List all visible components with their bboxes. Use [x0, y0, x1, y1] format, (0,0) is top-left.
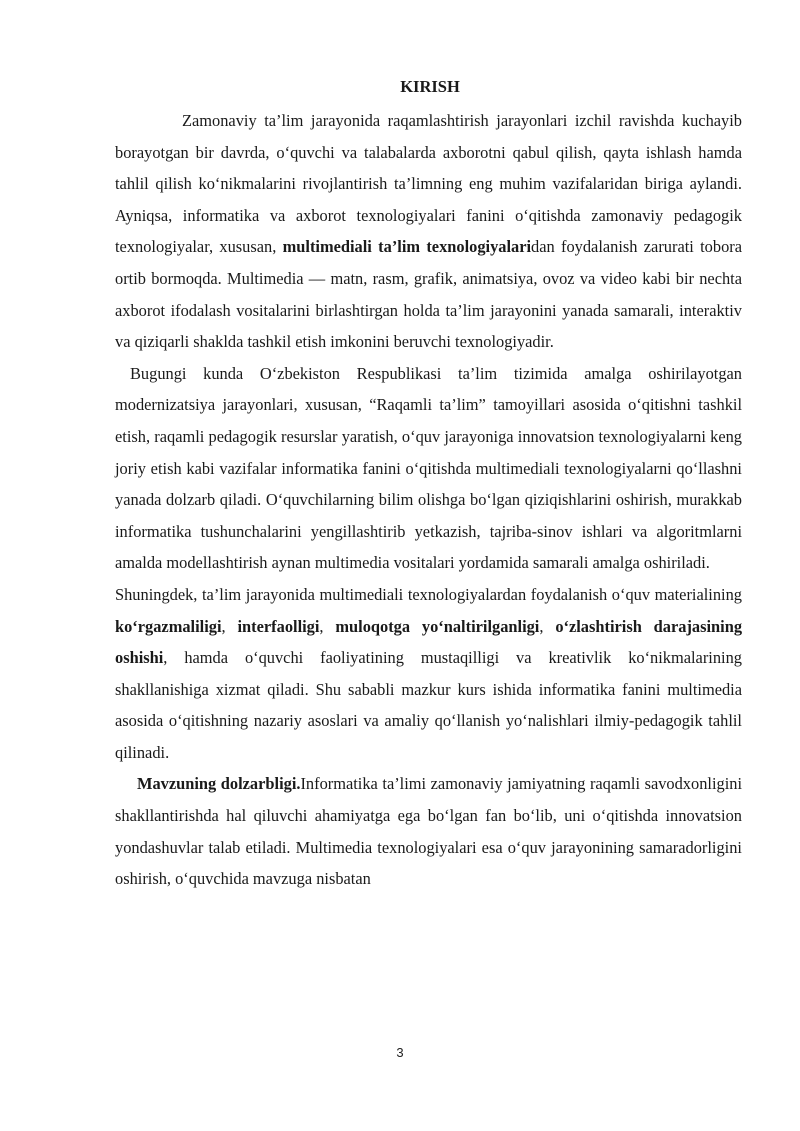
section-title: KIRISH [400, 77, 460, 96]
document-page [115, 74, 742, 895]
paragraph-text: dan foydalanish zarurati tobora ortib bormoqda. Multimedia — matn, rasm, grafik, animatsiya, ovoz va video kabi bir nechta axborot ifodalash vositalarini birlashtirgan holda ta’lim jarayonini yanada samarali, interaktiv va qiziqarli shaklda tashkil etish imkonini beruvchi texnologiyadir. [115, 237, 742, 352]
modernization-paragraph [115, 358, 742, 579]
relevance-paragraph [115, 768, 742, 894]
intro-paragraph [115, 105, 742, 358]
paragraph-text: Zamonaviy ta’lim jarayonida raqamlashtirish jarayonlari izchil ravishda kuchayib borayotgan bir davrda, o‘quvchi va talabalarda axborotni qabul qilish, qayta ishlash hamda tahlil qilish ko‘nikmalarini rivojlantirish ta’limning eng muhim vazifalaridan biriga aylandi. Ayniqsa, informatika va axborot texnologiyalari fanini o‘qitishda zamonaviy pedagogik texnologiyalar, xususan, [115, 111, 742, 257]
separator: , [319, 616, 336, 636]
bold-term: o‘zlashtirish darajasining oshishi [115, 616, 743, 668]
page-number: 3 [396, 1045, 404, 1060]
separator: , [221, 616, 238, 636]
section-heading-inline: Mavzuning dolzarbligi. [137, 774, 301, 794]
bold-term: ko‘rgazmaliligi [115, 616, 222, 636]
bold-term: muloqotga yo‘naltirilganligi [335, 616, 540, 636]
paragraph-text: , hamda o‘quvchi faoliyatining mustaqilligi va kreativlik ko‘nikmalarining shakllanishiga xizmat qiladi. Shu sababli mazkur kurs ishida informatika fanini multimedia asosida o‘qitishning nazariy asoslari va amaliy qo‘llanish yo‘nalishlari ilmiy-pedagogik tahlil qilinadi. [115, 648, 742, 762]
bold-term: interfaolligi [237, 616, 320, 636]
bold-term: multimediali ta’lim texnologiyalari [282, 237, 532, 257]
paragraph-text: Bugungi kunda O‘zbekiston Respublikasi ta’lim tizimida amalga oshirilayotgan modernizatsiya jarayonlari, xususan, “Raqamli ta’lim” tamoyillari asosida o‘qitishni tashkil etish, raqamli pedagogik resurslar yaratish, o‘quv jarayoniga innovatsion texnologiyalarni keng joriy etish kabi vazifalar informatika fanini o‘qitishda multimediali texnologiyalarni qo‘llashni yanada dolzarb qiladi. O‘quvchilarning bilim olishga bo‘lgan qiziqishlarini oshirish, murakkab informatika tushunchalarini yengillashtirib yetkazish, tajriba-sinov ishlari va algoritmlarni amalda modellashtirish aynan multimedia vositalari yordamida samarali amalga oshiriladi. [115, 363, 742, 573]
paragraph-text: Informatika ta’limi zamonaviy jamiyatning raqamli savodxonligini shakllantirishda hal qiluvchi ahamiyatga ega bo‘lgan fan bo‘lib, uni o‘qitishda innovatsion yondashuvlar talab etiladi. Multimedia texnologiyalari esa o‘quv jarayonining samaradorligini oshirish, o‘quvchida mavzuga nisbatan [115, 774, 742, 889]
paragraph-text: Shuningdek, ta’lim jarayonida multimediali texnologiyalardan foydalanish o‘quv materialining [115, 584, 742, 604]
separator: , [539, 616, 556, 636]
benefits-paragraph [115, 579, 742, 769]
